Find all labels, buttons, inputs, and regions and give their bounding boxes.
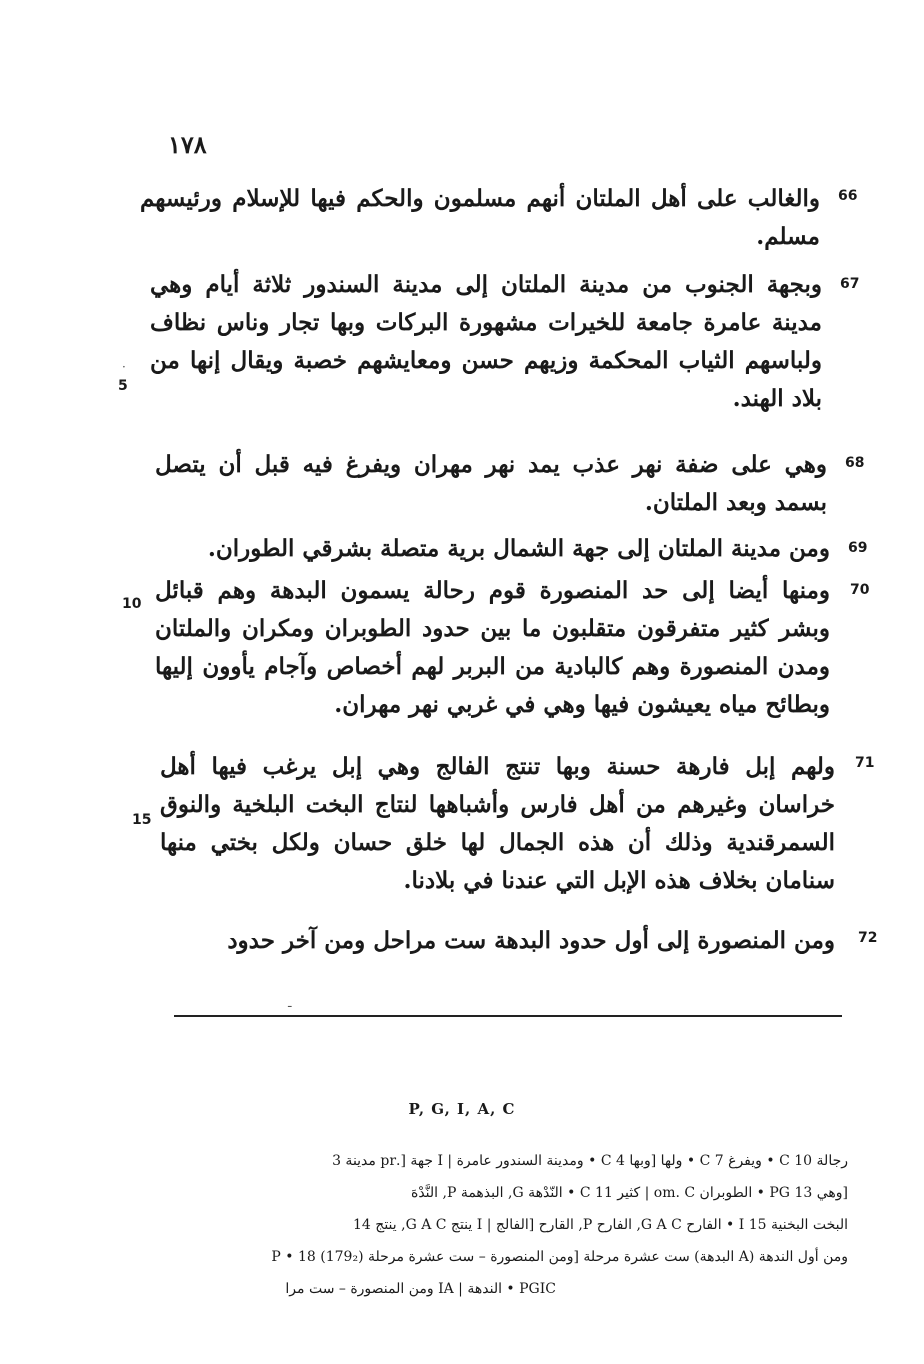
apparatus-line: رجالة 10 C • ويفرغ 7 C • ولها [وبها 4 C • ومدينة السندور عامرة | I جهة [.pr مدينة 3 [332,1153,848,1169]
verse-text: وهي على ضفة نهر عذب يمد نهر مهران ويفرغ فيه قبل أن يتصل بسمد وبعد الملتان. [155,451,827,516]
verse-number: 70 [850,582,870,598]
verse-text: ولهم إبل فارهة حسنة وبها تنتج الفالج وهي إبل يرغب فيها أهل خراسان وغيرهم من أهل فارس وأشباهها لنتاج البخت البلخية والنوق السمرقندية وذلك أن هذه الجمال لها خلق حسان ولكل بختي منها سنامان بخلاف هذه الإبل التي عندنا في بلادنا. [160,753,835,894]
apparatus-line: PGIC • الندهة | IA ومن المنصورة – ست مرا [285,1281,556,1297]
verse-number: 66 [838,188,858,204]
apparatus-line: ومن أول الندهة (A البدهة) ست عشرة مرحلة [ومن المنصورة – ست عشرة مرحلة (179₂) 18 • P [271,1249,848,1265]
verse-text: ومنها أيضا إلى حد المنصورة قوم رحالة يسمون البدهة وهم قبائل وبشر كثير متفرقون متقلبون ما بين حدود الطوبران ومكران والملتان ومدن المنصورة وهم كالبادية من البربر لهم أخصاص وآجام يأوون إليها وبطائح مياه يعيشون فيها وهي في غربي نهر مهران. [155,577,830,718]
verse-number: 69 [848,540,868,556]
verse-number: 71 [855,755,875,771]
margin-line-number: 5 [118,378,128,394]
apparatus-line: البخت البخنية 15 I • الفارح G A C, الفارح P, القارح [الفالج | I ينتج G A C, ينتج 14 [353,1217,848,1233]
verse-number: 72 [858,930,878,946]
margin-line-number: 15 [132,812,152,828]
footnote-divider [174,1015,842,1017]
ink-speck: ـ [288,996,292,1010]
verse-text: ومن مدينة الملتان إلى جهة الشمال برية متصلة بشرقي الطوران. [207,535,830,562]
verse-text: ومن المنصورة إلى أول حدود البدهة ست مراحل ومن آخر حدود [227,927,835,954]
verse-text: وبجهة الجنوب من مدينة الملتان إلى مدينة السندور ثلاثة أيام وهي مدينة عامرة جامعة للخيرات مشهورة البركات وبها تجار وناس نظاف ولباسهم الثياب المحكمة وزيهم حسن ومعايشهم خصبة ويقال إنها من بلاد الهند. [150,271,822,412]
ink-speck: · [122,360,126,374]
manuscript-sigla: P, G, I, A, C [408,1100,516,1118]
verse-text: والغالب على أهل الملتان أنهم مسلمون والحكم فيها للإسلام ورئيسهم مسلم. [140,185,820,250]
margin-line-number: 10 [122,596,142,612]
verse-number: 67 [840,276,860,292]
page-number: ١٧٨ [168,130,207,159]
apparatus-line: [وهي 13 PG • الطوبران om. C | كثير 11 C • النّدْهة G, البذهمة P, النَّدْهَ [410,1185,848,1201]
verse-number: 68 [845,455,865,471]
